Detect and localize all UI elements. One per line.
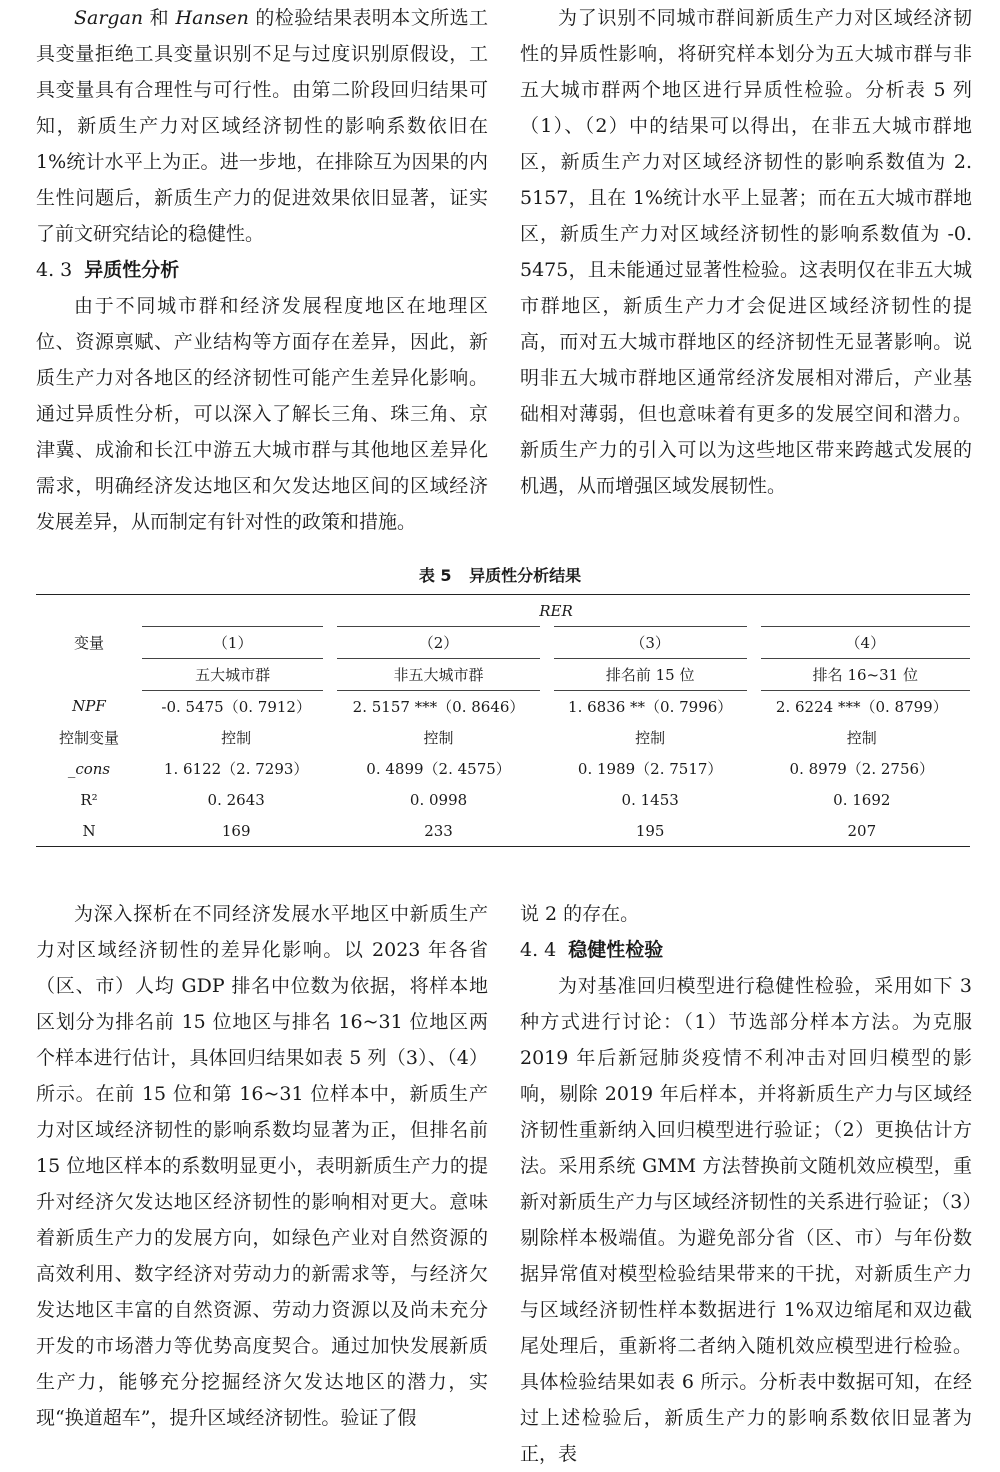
section-number: 4. 4 [520, 939, 557, 961]
section-title: 异质性分析 [84, 259, 180, 281]
table-cell: 0. 1692 [833, 790, 891, 809]
section-heading-4-4 [520, 932, 972, 968]
text-span: 和 [143, 7, 176, 29]
table-cell: 1. 6122（2. 7293） [163, 760, 309, 778]
section-number: 4. 3 [36, 259, 73, 281]
table-row [36, 815, 970, 847]
column-number: （4） [754, 627, 970, 659]
left-column-top [36, 0, 488, 540]
table-title: 异质性分析结果 [469, 566, 582, 585]
table-cell: 0. 4899（2. 4575） [366, 760, 511, 778]
row-label: N [36, 815, 142, 847]
table-row [36, 691, 970, 723]
table-cell: 169 [142, 815, 330, 847]
table-cell: 控制 [221, 729, 252, 747]
paragraph: 说 2 的存在。 [520, 903, 640, 925]
column-number: （1） [142, 627, 330, 659]
table-cell: 207 [754, 815, 970, 847]
column-number: （3） [547, 627, 754, 659]
table-cell: 1. 6836 **（0. 7996） [568, 698, 733, 716]
paragraph: 为了识别不同城市群间新质生产力对区域经济韧性的异质性影响，将研究样本划分为五大城市群与非五大城市群两个地区进行异质性检验。分析表 5 列（1）、（2）中的结果可以得出，在非五大城市群地区，新质生产力对区域经济韧性的影响系数值为 2. 5157，且在 1%统计水平上显著；而在五大城市群地区，新质生产力对区域经济韧性的影响系数值为 -0. 5475，且未能通过显著性检验。这表明仅在非五大城市群地区，新质生产力才会促进区域经济韧性的提高，而对五大城市群地区的经济韧性无显著影响。说明非五大城市群地区通常经济发展相对滞后，产业基础相对薄弱，但也意味着有更多的发展空间和潜力。新质生产力的引入可以为这些地区带来跨越式发展的机遇，从而增强区域发展韧性。 [520, 7, 972, 497]
paragraph [36, 0, 488, 252]
table-row [36, 753, 970, 784]
text-span: 的检验结果表明本文所选工具变量拒绝工具变量识别不足与过度识别原假设，工具变量具有合理性与可行性。由第二阶段回归结果可知，新质生产力对区域经济韧性的影响系数依旧在 1%统计水平上为正。进一步地，在排除互为因果的内生性问题后，新质生产力的促进效果依旧显著，证实了前文研究结论的稳健性。 [36, 7, 488, 245]
table-cell: 233 [330, 815, 546, 847]
table-cell: 2. 6224 ***（0. 8799） [775, 698, 948, 716]
column-name: 非五大城市群 [330, 659, 546, 691]
table-caption [0, 563, 1000, 586]
column-name: 排名前 15 位 [547, 659, 754, 691]
table-number: 表 5 [418, 566, 452, 585]
column-name: 五大城市群 [142, 659, 330, 691]
table-cell: -0. 5475（0. 7912） [161, 698, 311, 716]
table-cell: 控制 [846, 729, 877, 747]
table-cell: 0. 0998 [409, 790, 468, 809]
table-header-row [36, 627, 970, 659]
table-header-row [36, 659, 970, 691]
table-cell: 0. 2643 [207, 790, 265, 809]
table-cell: 0. 1989（2. 7517） [577, 760, 723, 778]
table-cell: 控制 [423, 729, 454, 747]
dependent-variable: RER [539, 601, 573, 620]
hansen-term: Hansen [175, 7, 249, 29]
paragraph: 为对基准回归模型进行稳健性检验，采用如下 3 种方式进行讨论：（1）节选部分样本方法。为克服 2019 年后新冠肺炎疫情不利冲击对回归模型的影响，剔除 2019 年后样本，并将新质生产力与区域经济韧性重新纳入回归模型进行验证；（2）更换估计方法。采用系统 GMM 方法替换前文随机效应模型，重新对新质生产力与区域经济韧性的关系进行验证；（3）剔除样本极端值。为避免部分省（区、市）与年份数据异常值对模型检验结果带来的干扰，对新质生产力与区域经济韧性样本数据进行 1%双边缩尾和双边截尾处理后，重新将二者纳入随机效应模型进行检验。具体检验结果如表 6 所示。分析表中数据可知，在经过上述检验后，新质生产力的影响系数依旧显著为正，表 [520, 975, 972, 1465]
table-cell: 0. 8979（2. 2756） [789, 760, 935, 778]
variable-header: 变量 [36, 595, 142, 691]
sargan-term: Sargan [74, 7, 144, 29]
table-cell: 0. 1453 [621, 790, 679, 809]
table-cell: 控制 [635, 729, 666, 747]
paragraph: 为深入探析在不同经济发展水平地区中新质生产力对区域经济韧性的差异化影响。以 2023 年各省（区、市）人均 GDP 排名中位数为依据，将样本地区划分为排名前 15 位地区与排名 16~31 位地区两个样本进行估计，具体回归结果如表 5 列（3）、（4）所示。在前 15 位和第 16~31 位样本中，新质生产力对区域经济韧性的影响系数均显著为正，但排名前 15 位地区样本的系数明显更小，表明新质生产力的提升对经济欠发达地区经济韧性的影响相对更大。意味着新质生产力的发展方向，如绿色产业对自然资源的高效利用、数字经济对劳动力的新需求等，与经济欠发达地区丰富的自然资源、劳动力资源以及尚未充分开发的市场潜力等优势高度契合。通过加快发展新质生产力，能够充分挖掘经济欠发达地区的潜力，实现“换道超车”，提升区域经济韧性。验证了假 [36, 903, 488, 1429]
section-title: 稳健性检验 [568, 939, 664, 961]
table-cell: 2. 5157 ***（0. 8646） [352, 698, 525, 716]
right-column-bottom [520, 896, 972, 1472]
section-heading-4-3 [36, 252, 488, 288]
row-label-text: NPF [72, 697, 106, 716]
left-column-bottom [36, 896, 488, 1436]
heterogeneity-results-table [36, 594, 970, 847]
row-label-text: _cons [67, 759, 111, 778]
row-label: 控制变量 [58, 729, 119, 747]
table-header-row [36, 595, 970, 627]
table-row [36, 722, 970, 753]
paragraph: 由于不同城市群和经济发展程度地区在地理区位、资源禀赋、产业结构等方面存在差异，因此，新质生产力对各地区的经济韧性可能产生差异化影响。通过异质性分析，可以深入了解长三角、珠三角、京津冀、成渝和长江中游五大城市群与其他地区差异化需求，明确经济发达地区和欠发达地区间的区域经济发展差异，从而制定有针对性的政策和措施。 [36, 295, 488, 533]
right-column-top [520, 0, 972, 504]
dependent-variable-header [142, 595, 970, 627]
row-label [36, 753, 142, 784]
table-row [36, 784, 970, 815]
column-number: （2） [330, 627, 546, 659]
table-cell: 195 [547, 815, 754, 847]
row-label [36, 691, 142, 723]
column-name: 排名 16~31 位 [754, 659, 970, 691]
row-label: R² [80, 790, 98, 809]
